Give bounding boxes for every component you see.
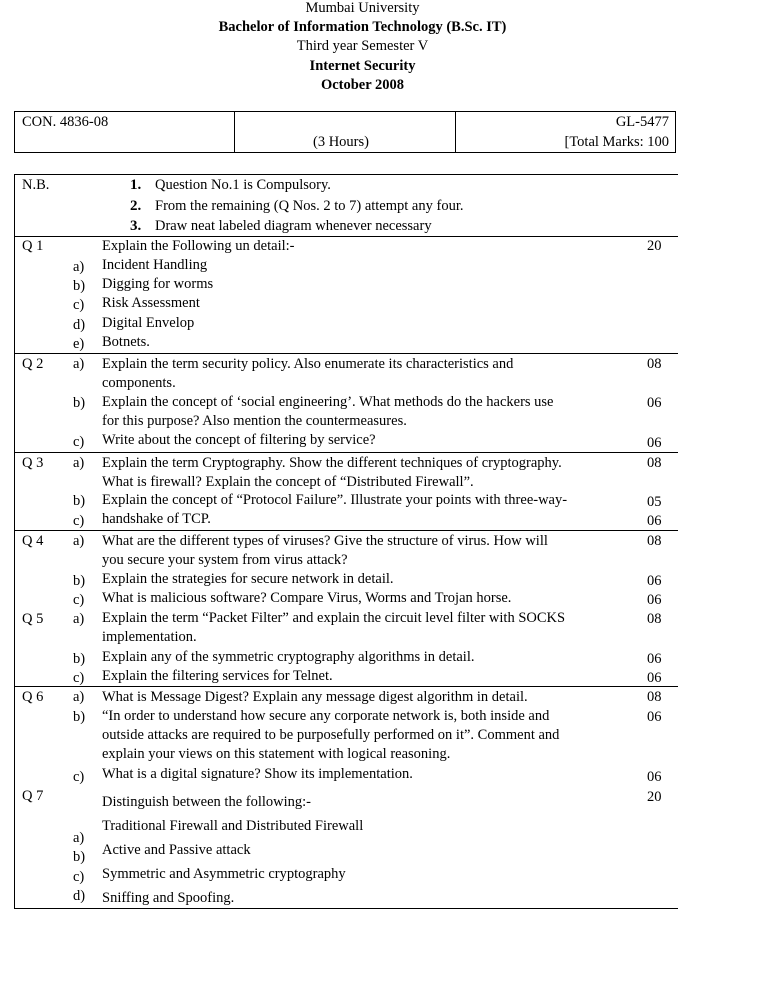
q2c-letter: c) [73,434,85,450]
q2a-marks: 08 [647,356,662,372]
q1c-text: Risk Assessment [102,295,200,311]
q3a-marks: 08 [647,455,662,471]
degree-title: Bachelor of Information Technology (B.Sc. IT) [218,19,507,35]
university-name: Mumbai University [305,0,420,16]
q2a-letter: a) [73,356,85,372]
q3b-line1: Explain the concept of “Protocol Failure”. Illustrate your points with three-way- [102,492,568,508]
q3c-marks: 06 [647,513,662,529]
q5b-line1: Explain any of the symmetric cryptography algorithms in detail. [102,649,475,665]
q7b-letter: b) [73,849,86,865]
q4c-line1: What is malicious software? Compare Virus, Worms and Trojan horse. [102,590,512,606]
q7-marks: 20 [647,789,662,805]
q5a-letter: a) [73,611,85,627]
q7-intro: Distinguish between the following:- [102,794,312,810]
q7-label: Q 7 [22,788,44,804]
exam-date: October 2008 [320,77,405,93]
q4b-letter: b) [73,573,86,589]
q6a-letter: a) [73,689,85,705]
nb-instruction-1: Question No.1 is Compulsory. [155,177,331,193]
q1d-letter: d) [73,317,86,333]
q1e-letter: e) [73,336,85,352]
table-top-border [14,174,678,175]
q6a-marks: 08 [647,689,662,705]
q3c-line1: handshake of TCP. [102,511,211,527]
row-divider [14,236,678,237]
nb-num-3: 3. [130,218,142,234]
semester: Third year Semester V [296,38,429,54]
q6b-line2: outside attacks are required to be purposefully performed on it”. Comment and [102,727,560,743]
info-divider-2 [455,111,456,153]
nb-label: N.B. [22,177,50,193]
gl-number: GL-5477 [615,114,669,130]
q1d-text: Digital Envelop [102,315,195,331]
row-divider [14,686,678,687]
q5b-marks: 06 [647,651,662,667]
nb-num-1: 1. [130,177,142,193]
q1-marks: 20 [647,238,662,254]
q1a-text: Incident Handling [102,257,208,273]
q1a-letter: a) [73,259,85,275]
q5a-marks: 08 [647,611,662,627]
q3-label: Q 3 [22,455,44,471]
q5a-line1: Explain the term “Packet Filter” and explain the circuit level filter with SOCKS [102,610,566,626]
q5c-letter: c) [73,670,85,686]
q4-label: Q 4 [22,533,44,549]
q1b-letter: b) [73,278,86,294]
q6b-marks: 06 [647,709,662,725]
con-number: CON. 4836-08 [22,114,109,130]
q1e-text: Botnets. [102,334,150,350]
q4b-line1: Explain the strategies for secure network in detail. [102,571,394,587]
q6b-letter: b) [73,709,86,725]
q3a-line1: Explain the term Cryptography. Show the different techniques of cryptography. [102,455,562,471]
total-marks: [Total Marks: 100 [564,134,669,150]
q6b-line3: explain your views on this statement with logical reasoning. [102,746,451,762]
q2c-line1: Write about the concept of filtering by service? [102,432,376,448]
q7c-text: Symmetric and Asymmetric cryptography [102,866,346,882]
q6-label: Q 6 [22,689,44,705]
row-divider [14,353,678,354]
q2a-line2: components. [102,375,176,391]
q4c-marks: 06 [647,592,662,608]
nb-instruction-3: Draw neat labeled diagram whenever necessary [155,218,432,234]
q3b-marks: 05 [647,494,662,510]
nb-instruction-2: From the remaining (Q Nos. 2 to 7) attempt any four. [155,198,464,214]
q7a-letter: a) [73,830,85,846]
duration: (3 Hours) [313,134,369,150]
q6c-marks: 06 [647,769,662,785]
q1-intro: Explain the Following un detail:- [102,238,295,254]
q3b-letter: b) [73,493,86,509]
q7b-text: Active and Passive attack [102,842,251,858]
q4a-line2: you secure your system from virus attack? [102,552,348,568]
q4a-letter: a) [73,533,85,549]
q1-label: Q 1 [22,238,44,254]
q2b-line1: Explain the concept of ‘social engineering’. What methods do the hackers use [102,394,554,410]
q2b-marks: 06 [647,395,662,411]
q6b-line1: “In order to understand how secure any corporate network is, both inside and [102,708,550,724]
q4a-marks: 08 [647,533,662,549]
table-bottom-border [14,908,678,909]
row-divider [14,530,678,531]
q2-label: Q 2 [22,356,44,372]
q7a-text: Traditional Firewall and Distributed Firewall [102,818,364,834]
subject-title: Internet Security [309,58,416,74]
q1b-text: Digging for worms [102,276,214,292]
q6a-line1: What is Message Digest? Explain any message digest algorithm in detail. [102,689,528,705]
q7c-letter: c) [73,869,85,885]
table-left-border [14,174,15,908]
q5c-line1: Explain the filtering services for Telnet. [102,668,333,684]
q2a-line1: Explain the term security policy. Also enumerate its characteristics and [102,356,514,372]
q2b-line2: for this purpose? Also mention the countermeasures. [102,413,407,429]
q6c-letter: c) [73,769,85,785]
q7d-text: Sniffing and Spoofing. [102,890,235,906]
nb-num-2: 2. [130,198,142,214]
row-divider [14,452,678,453]
info-divider-1 [234,111,235,153]
q5a-line2: implementation. [102,629,197,645]
q4a-line1: What are the different types of viruses? Give the structure of virus. How will [102,533,548,549]
q3a-line2: What is firewall? Explain the concept of “Distributed Firewall”. [102,474,474,490]
q3a-letter: a) [73,455,85,471]
q7d-letter: d) [73,888,86,904]
q3c-letter: c) [73,513,85,529]
q4b-marks: 06 [647,573,662,589]
q5-label: Q 5 [22,611,44,627]
q6c-line1: What is a digital signature? Show its implementation. [102,766,413,782]
q5c-marks: 06 [647,670,662,686]
q1c-letter: c) [73,297,85,313]
q5b-letter: b) [73,651,86,667]
q4c-letter: c) [73,592,85,608]
q2b-letter: b) [73,395,86,411]
q2c-marks: 06 [647,435,662,451]
